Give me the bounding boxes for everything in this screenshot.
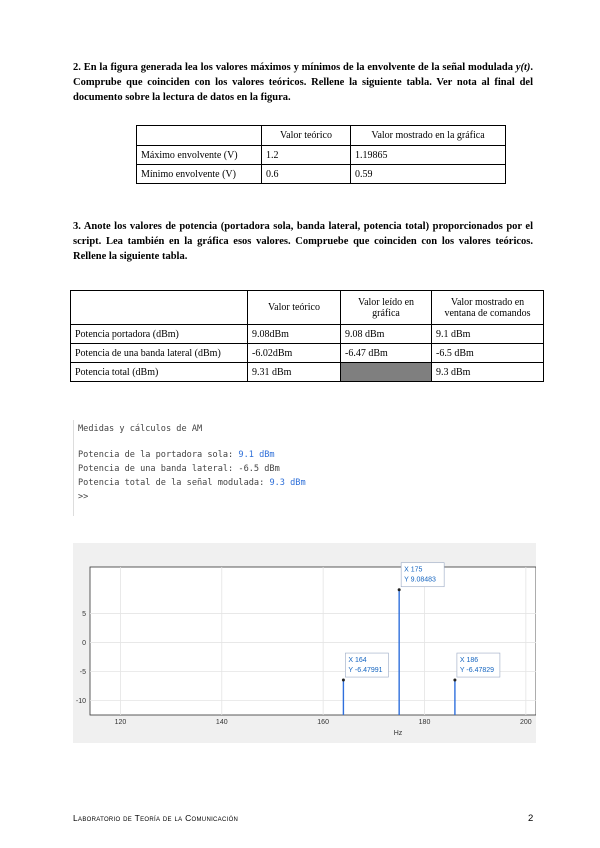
table-cell: -6.5 dBm <box>432 344 544 363</box>
table-row <box>137 146 506 165</box>
table-cell: 0.6 <box>262 165 351 184</box>
x-tick-label: 140 <box>215 719 228 726</box>
question-number: 2. <box>73 62 81 73</box>
table-cell: Potencia portadora (dBm) <box>71 325 248 344</box>
console-value: 9.3 dBm <box>269 478 306 488</box>
console-line <box>78 478 306 488</box>
table-cell: Potencia de una banda lateral (dBm) <box>71 344 248 363</box>
table-cell: 9.31 dBm <box>248 363 341 382</box>
question-text: En la figura generada lea los valores máximos y mínimos de la envolvente de la señal modulada <box>83 62 513 73</box>
y-tick-label: 0 <box>82 639 86 647</box>
y-tick-label: -5 <box>79 668 86 676</box>
table-header: Valor leído en gráfica <box>341 291 432 325</box>
datatip-y: Y -6.47991 <box>348 667 383 675</box>
table-cell: 9.08dBm <box>248 325 341 344</box>
x-tick-label: 160 <box>317 719 329 726</box>
table-row <box>71 344 544 363</box>
datatip-x: X 175 <box>404 566 423 574</box>
table-cell: 9.3 dBm <box>432 363 544 382</box>
table-header: Valor mostrado en la gráfica <box>351 126 506 146</box>
y-tick-label: 5 <box>82 610 86 618</box>
table-cell: 1.19865 <box>351 146 506 165</box>
x-tick-label: 120 <box>114 719 127 726</box>
table-cell: 9.08 dBm <box>341 325 432 344</box>
table-header <box>137 126 262 146</box>
envelope-table <box>136 125 506 184</box>
question-number: 3. <box>73 221 81 232</box>
console-title: Medidas y cálculos de AM <box>78 424 203 434</box>
datatip-x: X 164 <box>348 657 367 665</box>
datatip-x: X 186 <box>459 657 479 665</box>
console-value: 9.1 dBm <box>238 450 275 460</box>
table-header: Valor mostrado en ventana de comandos <box>432 291 544 325</box>
table-cell: -6.02dBm <box>248 344 341 363</box>
spectrum-figure <box>73 543 536 743</box>
empty-shaded-cell <box>341 363 432 382</box>
stem-marker <box>398 588 401 591</box>
console-label: Potencia de la portadora sola: <box>78 450 239 460</box>
spectrum-chart <box>73 543 536 743</box>
x-tick-label: 180 <box>418 719 431 726</box>
console-line <box>78 464 280 474</box>
stem-marker <box>342 679 345 682</box>
console-label: Potencia total de la señal modulada: <box>78 478 270 488</box>
datatip-y: Y -6.47829 <box>459 667 495 675</box>
stem-marker <box>453 679 456 682</box>
question-3 <box>73 219 533 264</box>
x-tick-label: 200 <box>520 719 532 726</box>
console-prompt[interactable]: >> <box>78 492 89 502</box>
datatip-y: Y 9.08483 <box>404 576 436 584</box>
console-value: -6.5 dBm <box>238 464 280 474</box>
signal-name: y(t) <box>515 62 531 73</box>
table-cell: Mínimo envolvente (V) <box>137 165 262 184</box>
table-cell: 1.2 <box>262 146 351 165</box>
question-2 <box>73 60 533 105</box>
table-header <box>71 291 248 325</box>
question-text-cont: . Comprube que coinciden con los valores teóricos. Rellene la siguiente tabla. Ver nota al final del documento sobre la lectura de datos en la figura. <box>73 62 534 103</box>
page-number: 2 <box>528 813 534 824</box>
table-row <box>137 165 506 184</box>
table-cell: Máximo envolvente (V) <box>137 146 262 165</box>
console-label: Potencia de una banda lateral: <box>78 464 239 474</box>
table-row <box>71 325 544 344</box>
x-axis-label: Hz <box>393 730 403 737</box>
table-header: Valor teórico <box>248 291 341 325</box>
question-text: Anote los valores de potencia (portadora sola, banda lateral, potencia total) proporcionados por el script. Lea también en la gráfica esos valores. Compruebe que coinciden con los valores teóricos. Rellene la siguiente tabla. <box>73 221 533 262</box>
console-line <box>78 450 275 460</box>
table-row <box>71 363 544 382</box>
y-tick-label: -10 <box>75 697 86 705</box>
command-window <box>73 420 364 516</box>
footer-title: Laboratorio de Teoría de la Comunicación <box>73 813 239 823</box>
table-cell: -6.47 dBm <box>341 344 432 363</box>
table-cell: 0.59 <box>351 165 506 184</box>
plot-area <box>90 567 536 715</box>
table-cell: 9.1 dBm <box>432 325 544 344</box>
power-table <box>70 290 544 382</box>
table-cell: Potencia total (dBm) <box>71 363 248 382</box>
table-header: Valor teórico <box>262 126 351 146</box>
